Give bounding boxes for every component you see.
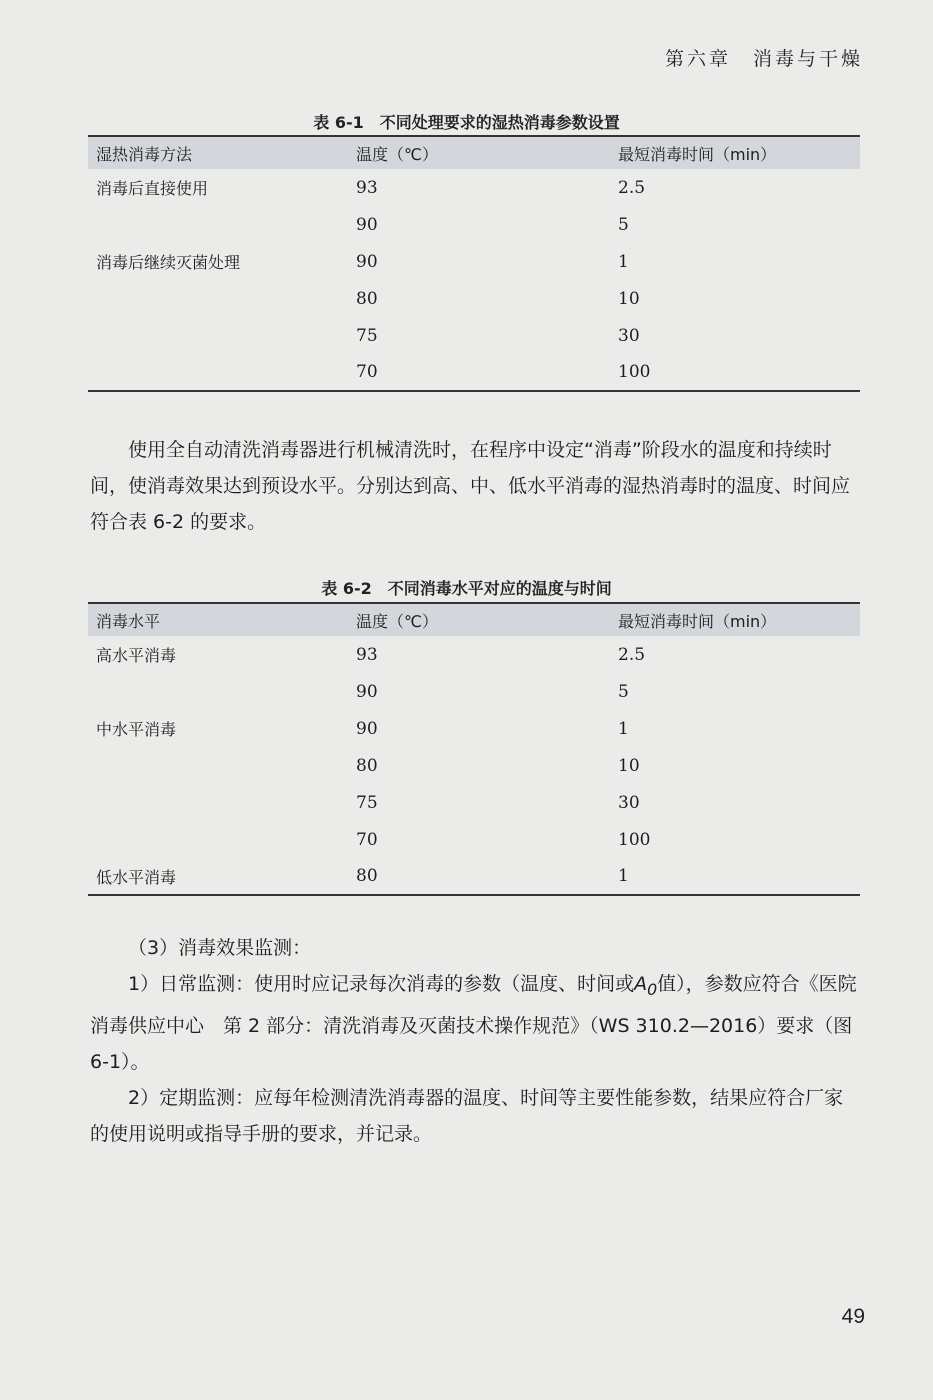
table-cell: 2.5: [618, 644, 646, 665]
table-row: [88, 784, 860, 821]
table-cell: 70: [348, 354, 610, 391]
table-6-2-title: 不同消毒水平对应的温度与时间: [387, 579, 612, 598]
table-cell: [88, 747, 348, 784]
table-cell: 30: [618, 792, 640, 813]
table-cell: [88, 821, 348, 858]
table-cell: [88, 206, 348, 243]
table-cell: 消毒后直接使用: [96, 179, 209, 198]
table-cell: 80: [356, 288, 378, 309]
table-row: [88, 354, 860, 391]
table-row: [88, 821, 860, 858]
table-cell: 70: [356, 829, 378, 850]
table-cell: 93: [356, 644, 378, 665]
table-cell: 低水平消毒: [88, 858, 348, 895]
table-6-1-number: 表 6-1: [313, 113, 364, 132]
table-row: [88, 169, 860, 206]
item-text: 1）日常监测：使用时应记录每次消毒的参数（温度、时间或: [128, 973, 635, 995]
paragraph-text: 使用全自动清洗消毒器进行机械清洗时，在程序中设定“消毒”阶段水的温度和持续时间，使消毒效果达到预设水平。分别达到高、中、低水平消毒的湿热消毒时的温度、时间应符合表 6-2 的要求。: [90, 439, 851, 533]
table-cell: 高水平消毒: [96, 646, 177, 665]
table-cell: 中水平消毒: [96, 720, 177, 739]
table-cell: 1: [610, 858, 860, 895]
table-6-1-title: 不同处理要求的湿热消毒参数设置: [379, 113, 620, 132]
table-row: [88, 710, 860, 747]
table-row: [88, 317, 860, 354]
a0-symbol: A: [634, 973, 648, 995]
table-row: [88, 280, 860, 317]
table-6-2-number: 表 6-2: [321, 579, 372, 598]
item-daily-monitoring: [90, 966, 860, 1080]
table-cell: 90: [356, 718, 378, 739]
table-cell: 90: [356, 214, 378, 235]
table-header-row: [88, 603, 860, 636]
table-row: [88, 858, 860, 895]
table-6-2-caption: [0, 576, 933, 599]
table-cell: 10: [618, 288, 640, 309]
table-cell: 5: [618, 214, 629, 235]
item-text: 值），参数应符合《医院消毒供应中心 第 2 部分：清洗消毒及灭菌技术操作规范》（WS 310.2—2016）要求（图 6-1）。: [90, 973, 857, 1073]
chapter-title: 消毒与干燥: [752, 48, 863, 70]
running-header: [665, 44, 863, 71]
table-row: [88, 206, 860, 243]
chapter-label: 第六章: [664, 48, 731, 70]
table-cell: [88, 673, 348, 710]
column-header: 消毒水平: [88, 603, 348, 636]
table-row: [88, 636, 860, 673]
table-cell: [88, 784, 348, 821]
table-cell: [88, 317, 348, 354]
table-6-1: [88, 135, 860, 392]
table-row: [88, 243, 860, 280]
table-cell: 80: [348, 858, 610, 895]
section-monitoring: [90, 930, 860, 1152]
column-header: 最短消毒时间（min）: [610, 603, 860, 636]
table-cell: 1: [618, 718, 629, 739]
table-6-2: [88, 602, 860, 896]
table-cell: 100: [610, 354, 860, 391]
a0-subscript: 0: [647, 979, 658, 999]
table-cell: 1: [618, 251, 629, 272]
table-row: [88, 673, 860, 710]
column-header: 最短消毒时间（min）: [610, 136, 860, 169]
table-row: [88, 747, 860, 784]
table-6-1-caption: [0, 110, 933, 133]
table-header-row: [88, 136, 860, 169]
table-cell: 5: [618, 681, 629, 702]
body-paragraph: [90, 432, 860, 540]
table-cell: 75: [356, 325, 378, 346]
table-cell: 10: [618, 755, 640, 776]
table-cell: 100: [618, 829, 651, 850]
column-header: 湿热消毒方法: [88, 136, 348, 169]
table-cell: 80: [356, 755, 378, 776]
table-cell: 2.5: [618, 177, 646, 198]
table-cell: 30: [618, 325, 640, 346]
table-cell: 75: [356, 792, 378, 813]
table-cell: [88, 354, 348, 391]
column-header: 温度（℃）: [348, 603, 610, 636]
section-heading: （3）消毒效果监测：: [128, 937, 312, 959]
page-number: 49: [841, 1305, 865, 1328]
table-cell: 93: [356, 177, 378, 198]
table-cell: [88, 280, 348, 317]
table-cell: 90: [356, 681, 378, 702]
table-cell: 90: [356, 251, 378, 272]
column-header: 温度（℃）: [348, 136, 610, 169]
table-cell: 消毒后继续灭菌处理: [96, 253, 241, 272]
item-periodic-monitoring: 2）定期监测：应每年检测清洗消毒器的温度、时间等主要性能参数，结果应符合厂家的使用说明或指导手册的要求，并记录。: [90, 1086, 844, 1145]
